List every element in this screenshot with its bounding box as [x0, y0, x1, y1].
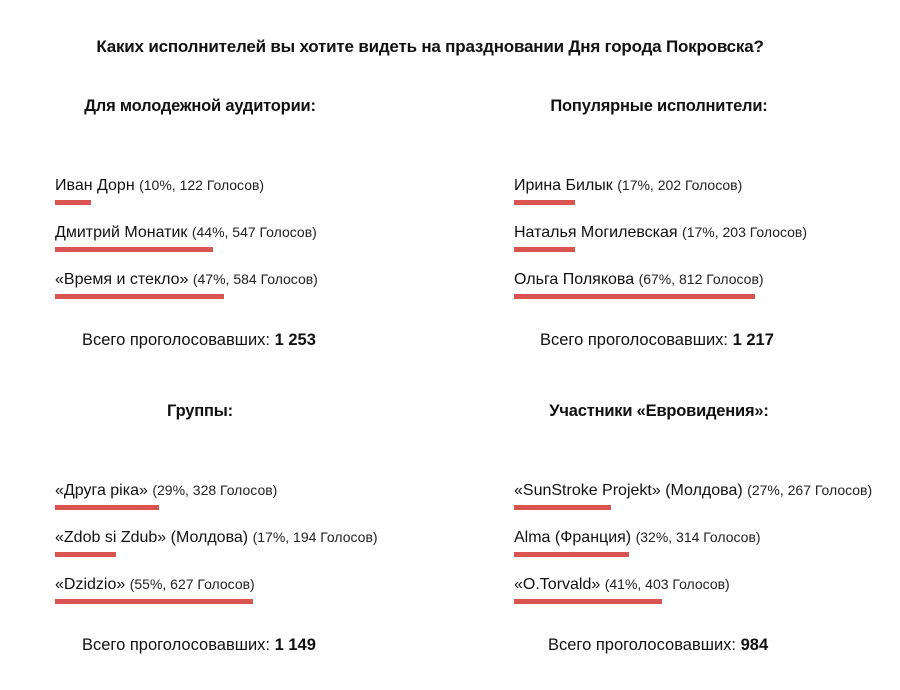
- poll-title: Группы:: [167, 402, 233, 420]
- poll-eurovision: [514, 402, 894, 654]
- answer-votes: (44%, 547 Голосов): [191, 224, 317, 240]
- poll-answers: [55, 175, 455, 316]
- poll-answer[interactable]: [55, 175, 455, 222]
- poll-answer[interactable]: [55, 480, 455, 527]
- total-value: 984: [740, 636, 769, 654]
- answer-votes: (55%, 627 Голосов): [129, 576, 255, 592]
- answer-name: «O.Torvald»: [514, 576, 601, 593]
- answer-name: Alma (Франция): [514, 529, 632, 546]
- poll-answer[interactable]: [514, 527, 894, 574]
- poll-answer[interactable]: [514, 222, 900, 269]
- answer-votes: (32%, 314 Голосов): [635, 529, 761, 545]
- poll-answers: [55, 480, 455, 621]
- answer-votes: (67%, 812 Голосов): [638, 271, 764, 287]
- answer-bar: [55, 294, 224, 299]
- poll-answer[interactable]: [55, 269, 455, 316]
- answer-bar: [514, 294, 755, 299]
- answer-bar: [55, 505, 159, 510]
- poll-total: [548, 636, 900, 655]
- answer-bar: [514, 599, 662, 604]
- answer-name: Наталья Могилевская: [514, 224, 678, 241]
- poll-groups: [55, 402, 455, 654]
- answer-name: «Dzidzio»: [55, 576, 126, 593]
- answer-votes: (10%, 122 Голосов): [139, 177, 265, 193]
- poll-answer[interactable]: [514, 269, 900, 316]
- answer-name: Иван Дорн: [55, 177, 135, 194]
- answer-bar: [514, 552, 629, 557]
- answer-bar: [55, 200, 91, 205]
- answer-votes: (27%, 267 Голосов): [747, 482, 873, 498]
- answer-votes: (47%, 584 Голосов): [192, 271, 318, 287]
- answer-bar: [514, 200, 575, 205]
- answer-name: Дмитрий Монатик: [55, 224, 188, 241]
- answer-bar: [514, 505, 611, 510]
- answer-bar: [55, 552, 116, 557]
- total-label: Всего проголосовавших:: [82, 636, 271, 654]
- total-label: Всего проголосовавших:: [82, 331, 271, 349]
- answer-name: Ольга Полякова: [514, 271, 635, 288]
- poll-answers: [514, 480, 894, 621]
- answer-votes: (41%, 403 Голосов): [604, 576, 730, 592]
- poll-answer[interactable]: [514, 574, 894, 621]
- answer-votes: (17%, 202 Голосов): [617, 177, 743, 193]
- poll-total: [82, 331, 482, 350]
- poll-title: Для молодежной аудитории:: [84, 97, 316, 115]
- poll-youth: [55, 97, 455, 349]
- poll-popular: [514, 97, 900, 349]
- answer-bar: [55, 599, 253, 604]
- page-title: Каких исполнителей вы хотите видеть на праздновании Дня города Покровска?: [96, 37, 764, 56]
- poll-answer[interactable]: [55, 222, 455, 269]
- total-value: 1 253: [274, 331, 316, 349]
- answer-bar: [514, 247, 575, 252]
- answer-name: «SunStroke Projekt» (Молдова): [514, 482, 743, 499]
- poll-answers: [514, 175, 900, 316]
- total-label: Всего проголосовавших:: [548, 636, 737, 654]
- poll-total: [82, 636, 482, 655]
- poll-title: Участники «Евровидения»:: [549, 402, 769, 420]
- answer-votes: (17%, 194 Голосов): [252, 529, 378, 545]
- answer-votes: (29%, 328 Голосов): [152, 482, 278, 498]
- answer-name: «Время и стекло»: [55, 271, 189, 288]
- total-value: 1 149: [274, 636, 316, 654]
- total-label: Всего проголосовавших:: [540, 331, 729, 349]
- answer-votes: (17%, 203 Голосов): [682, 224, 808, 240]
- answer-name: «Zdob si Zdub» (Молдова): [55, 529, 249, 546]
- answer-name: «Друга ріка»: [55, 482, 148, 499]
- total-value: 1 217: [732, 331, 774, 349]
- poll-answer[interactable]: [55, 527, 455, 574]
- answer-name: Ирина Билык: [514, 177, 613, 194]
- poll-title: Популярные исполнители:: [550, 97, 768, 115]
- poll-answer[interactable]: [514, 175, 900, 222]
- poll-answer[interactable]: [55, 574, 455, 621]
- poll-total: [540, 331, 900, 350]
- poll-answer[interactable]: [514, 480, 894, 527]
- answer-bar: [55, 247, 213, 252]
